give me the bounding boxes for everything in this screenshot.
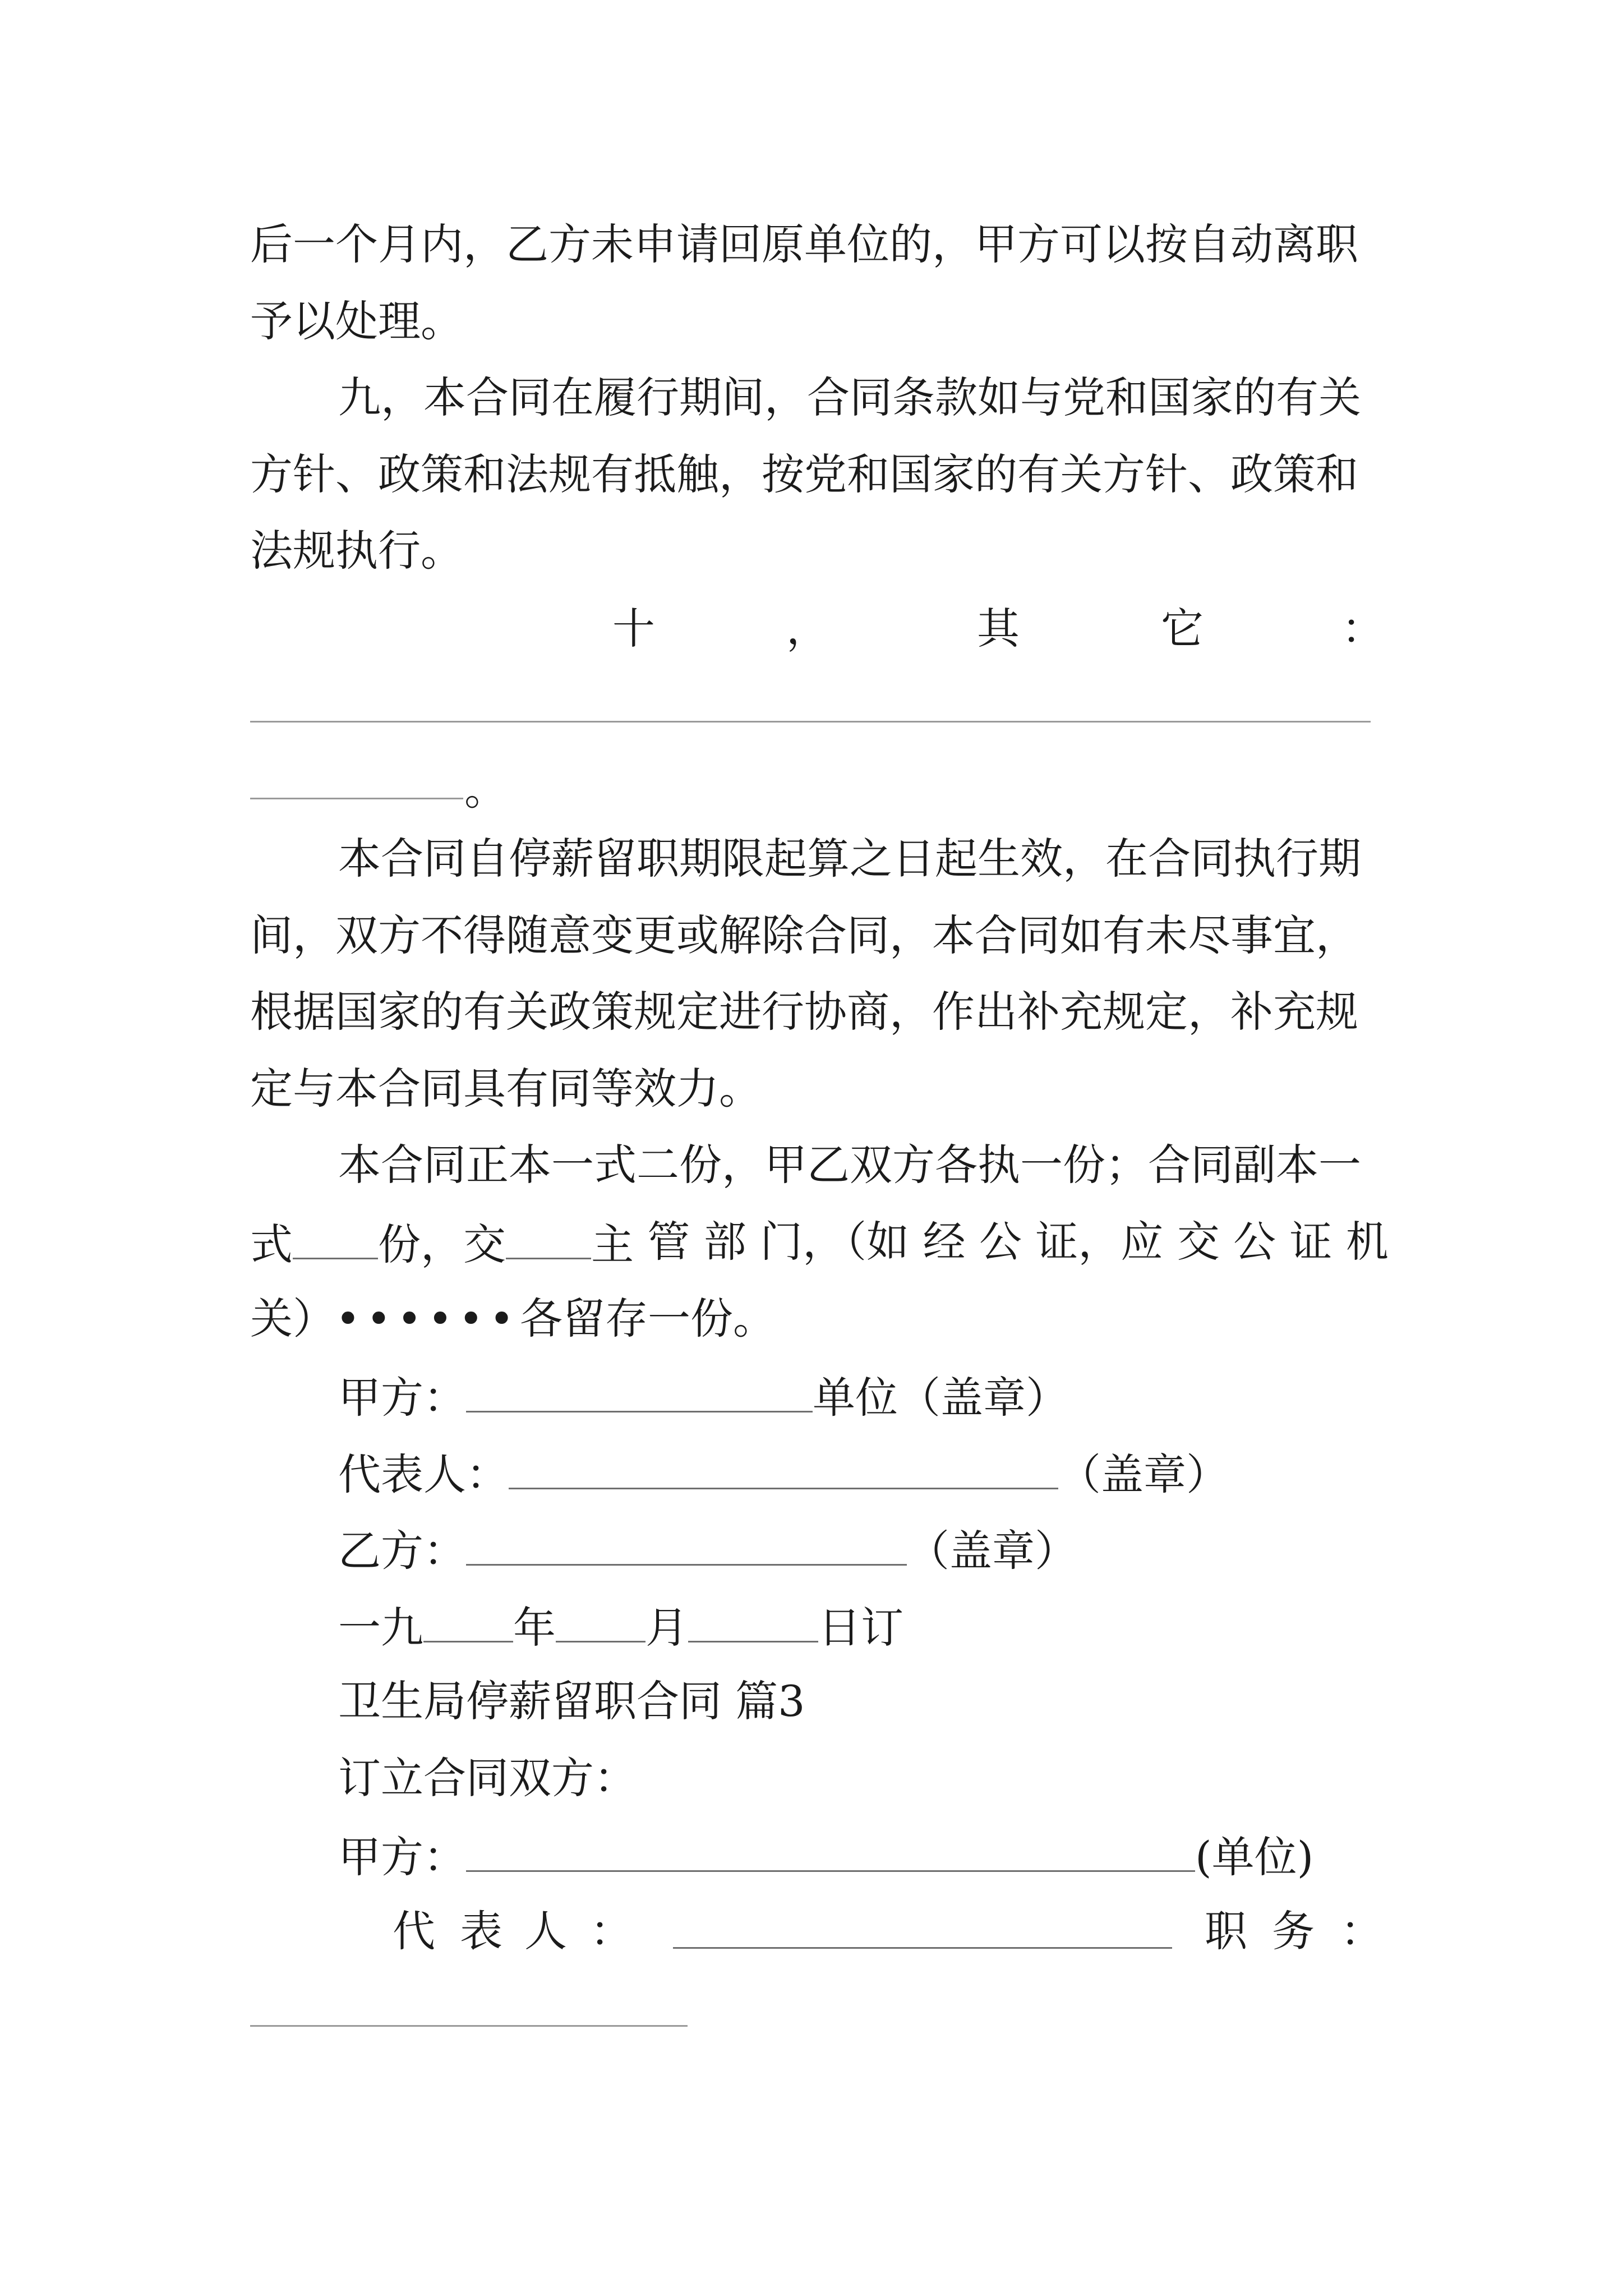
text: 月 [645,1603,688,1653]
stamp-note: （盖章） [1058,1450,1229,1499]
text: 证 [1289,1217,1332,1267]
stamp-note: （盖章） [907,1526,1077,1576]
party-a-label: 甲方： [338,1832,466,1882]
year-blank [423,1604,513,1642]
clause-10-word-2: 它 [1161,604,1204,654]
authority-blank [506,1221,591,1259]
text: 主 [591,1220,634,1269]
text: 证，应 [1035,1217,1164,1267]
text: 公 [979,1217,1022,1267]
clause-9-line: 九，本合同在履行期间，合同条款如与党和国家的有关 [338,372,1361,422]
position-blank-line [250,2025,688,2027]
paragraph-line: 予以处理。 [250,296,463,346]
text-fragment [250,1220,634,1269]
paragraph-line: 定与本合同具有同等效力。 [250,1064,762,1114]
representative-blank [673,1910,1172,1949]
party-b-signature-line [338,1526,1077,1576]
text: 经 [923,1217,966,1267]
copies-line-justified [250,1217,1389,1269]
text: 各留存一份。 [519,1294,776,1343]
text: ： [590,1906,633,1956]
paragraph-line: 根据国家的有关政策规定进行协商，作出补充规定，补充规 [250,987,1358,1037]
party-b-blank [466,1527,907,1566]
ellipsis-dots: •••••• [335,1294,520,1343]
copies-line: 本合同正本一式二份，甲乙双方各执一份；合同副本一 [338,1140,1361,1190]
representative-signature-line [338,1450,1229,1499]
paragraph-line: 后一个月内，乙方未申请回原单位的，甲方可以按自动离职 [250,219,1358,269]
copies-count-blank [293,1221,378,1259]
party-b-label: 乙方： [338,1526,466,1576]
party-a-label: 甲方： [338,1373,466,1423]
date-line [338,1603,903,1653]
clause-10-number: 十 [612,604,655,654]
period-mark: 。 [464,765,507,815]
blank-line [250,798,463,799]
text: 职 [1205,1906,1247,1956]
paragraph-line [250,1294,776,1343]
clause-10-comma: ， [786,604,829,654]
day-blank [688,1604,818,1642]
contract-parties-line: 订立合同双方： [338,1753,637,1803]
text: 份，交 [378,1220,506,1269]
blank-line [250,721,1371,723]
representative-blank [509,1451,1058,1489]
text: 公 [1233,1217,1276,1267]
representative-label: 代表人： [338,1450,509,1499]
text: 代 [393,1906,435,1956]
unit-note: (单位) [1195,1832,1314,1882]
section-title: 卫生局停薪留职合同 篇3 [338,1676,805,1726]
text: 关） [250,1294,335,1343]
text: 门，（如 [760,1217,910,1267]
text: 人 [524,1906,567,1956]
paragraph-line: 方针、政策和法规有抵触，按党和国家的有关方针、政策和 [250,449,1358,499]
text: 式 [250,1220,293,1269]
paragraph-line: 间，双方不得随意变更或解除合同，本合同如有未尽事宜， [250,910,1358,960]
text: 年 [513,1603,556,1653]
month-blank [556,1604,645,1642]
clause-10-word-1: 其 [977,604,1020,654]
validity-line: 本合同自停薪留职期限起算之日起生效，在合同执行期 [338,834,1361,884]
party-a-unit-blank [466,1833,1195,1872]
text: 务 [1272,1906,1315,1956]
clause-10-colon: ： [1341,604,1384,654]
text: 部 [703,1217,746,1267]
text: 机 [1345,1217,1389,1267]
text: ： [1340,1906,1383,1956]
party-a-signature-line [338,1373,1068,1423]
text: 一九 [338,1603,423,1653]
text: 交 [1177,1217,1220,1267]
paragraph-line: 法规执行。 [250,526,463,576]
party-a-blank [466,1374,813,1412]
stamp-note: 单位（盖章） [813,1373,1068,1423]
text: 日订 [818,1603,903,1653]
text: 表 [460,1906,502,1956]
party-a-unit-line [338,1832,1314,1882]
text: 管 [647,1217,690,1267]
